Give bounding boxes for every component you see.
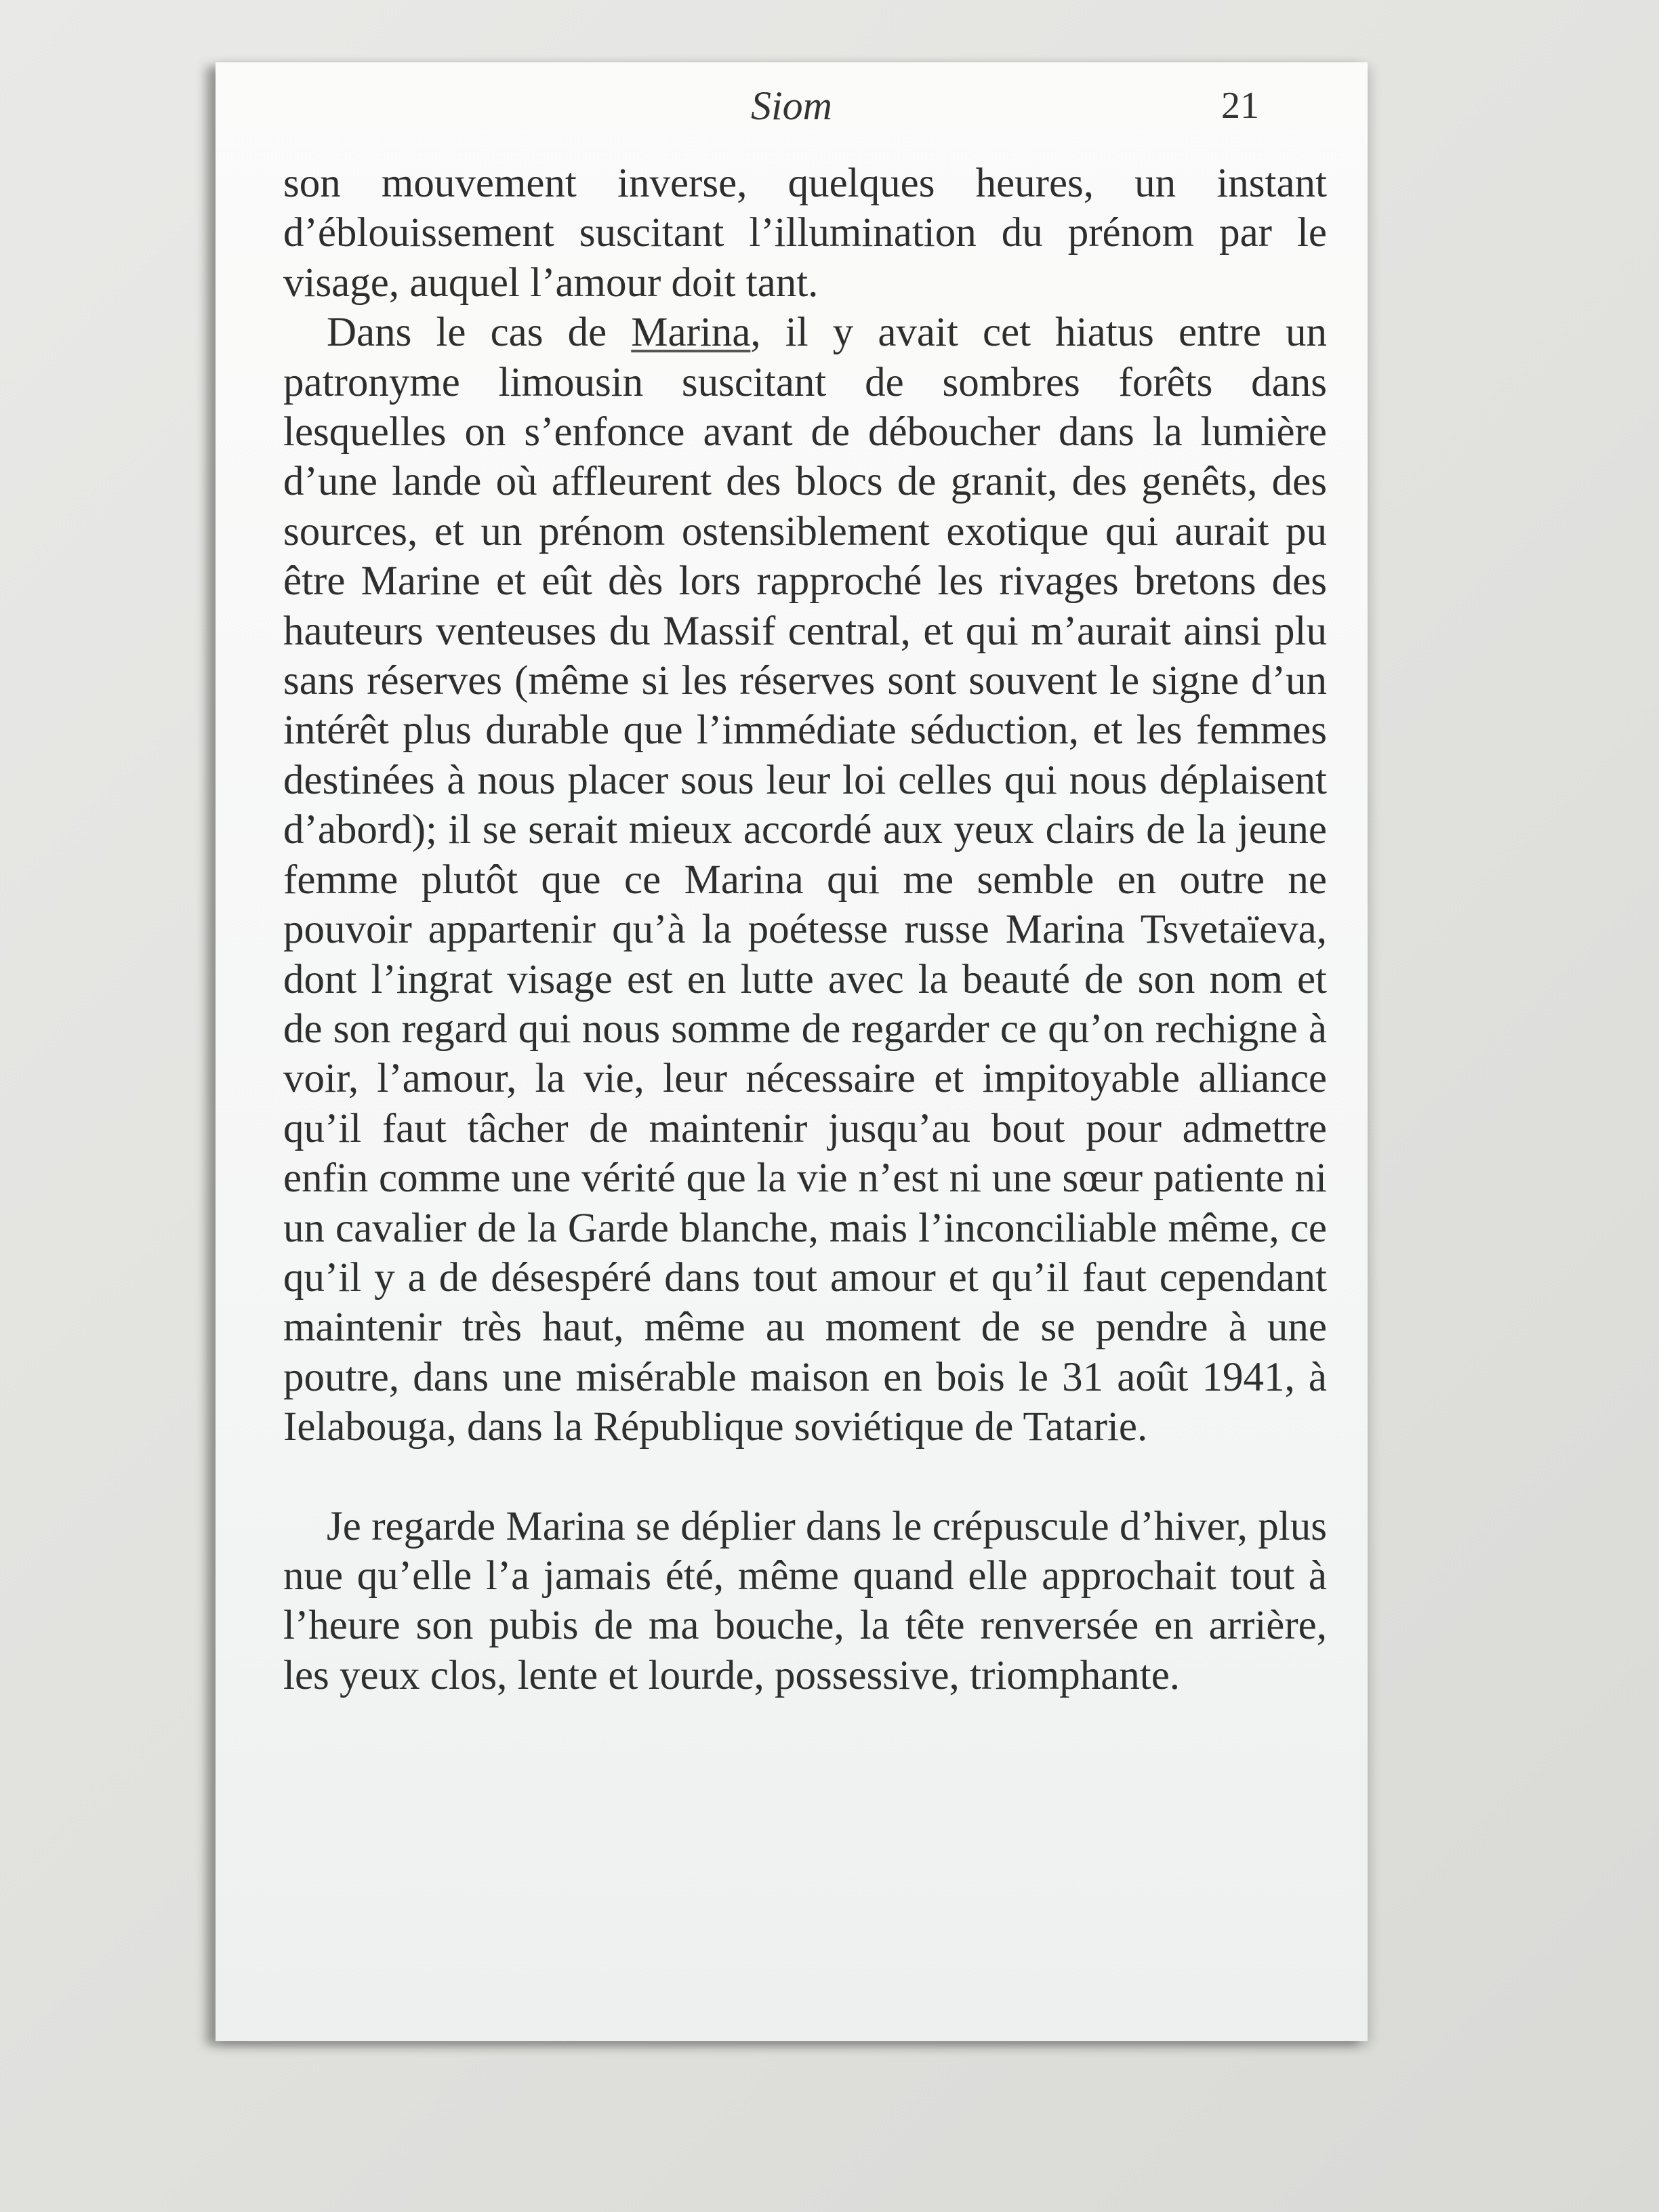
running-head — [216, 83, 1368, 137]
page-number: 21 — [1221, 85, 1259, 127]
paragraph-3: Je regarde Marina se déplier dans le crépuscule d’hiver, plus nue qu’elle l’a jamais été, même quand elle approchait tout à l’heure son pubis de ma bouche, la tête renversée en arrière, les yeux clos, lente et lourde, possessive, triomphante. — [283, 1503, 1327, 1698]
body-text — [283, 159, 1327, 1700]
book-page — [216, 62, 1368, 2041]
running-head-title: Siom — [751, 83, 832, 128]
paragraph-2-start: Dans le cas de — [327, 310, 632, 356]
paragraph-2-rest: , il y avait cet hiatus entre un patronyme limousin suscitant de sombres forêts dans lesquelles on s’enfonce avant de déboucher dans la lumière d’une lande où affleurent des blocs de granit, des genêts, des sources, et un prénom ostensiblement exotique qui aurait pu être Marine et eût dès lors rapproché les rivages bretons des hauteurs venteuses du Massif central, et qui m’aurait ainsi plu sans réserves (même si les réserves sont souvent le signe d’un intérêt plus durable que l’immédiate séduction, et les femmes destinées à nous placer sous leur loi celles qui nous déplaisent d’abord); il se serait mieux accordé aux yeux clairs de la jeune femme plutôt que ce Marina qui me semble en outre ne pouvoir appartenir qu’à la poétesse russe Marina Tsvetaïeva, dont l’ingrat visage est en lutte avec la beauté de son nom et de son regard qui nous somme de regarder ce qu’on rechigne à voir, l’amour, la vie, leur nécessaire et impitoyable alliance qu’il faut tâcher de maintenir jusqu’au bout pour admettre enfin comme une vérité que la vie n’est ni une sœur patiente ni un cavalier de la Garde blanche, mais l’inconciliable même, ce qu’il y a de désespéré dans tout amour et qu’il faut cependant maintenir très haut, même au moment de se pendre à une poutre, dans une misérable maison en bois le 31 août 1941, à Ielabouga, dans la République soviétique de Tatarie. — [283, 310, 1327, 1450]
paragraph-2 — [283, 308, 1327, 1452]
paragraph-1: son mouvement inverse, quelques heures, un instant d’éblouissement suscitant l’illumination du prénom par le visage, auquel l’amour doit tant. — [283, 161, 1327, 306]
underlined-word-marina: Marina — [631, 310, 751, 356]
